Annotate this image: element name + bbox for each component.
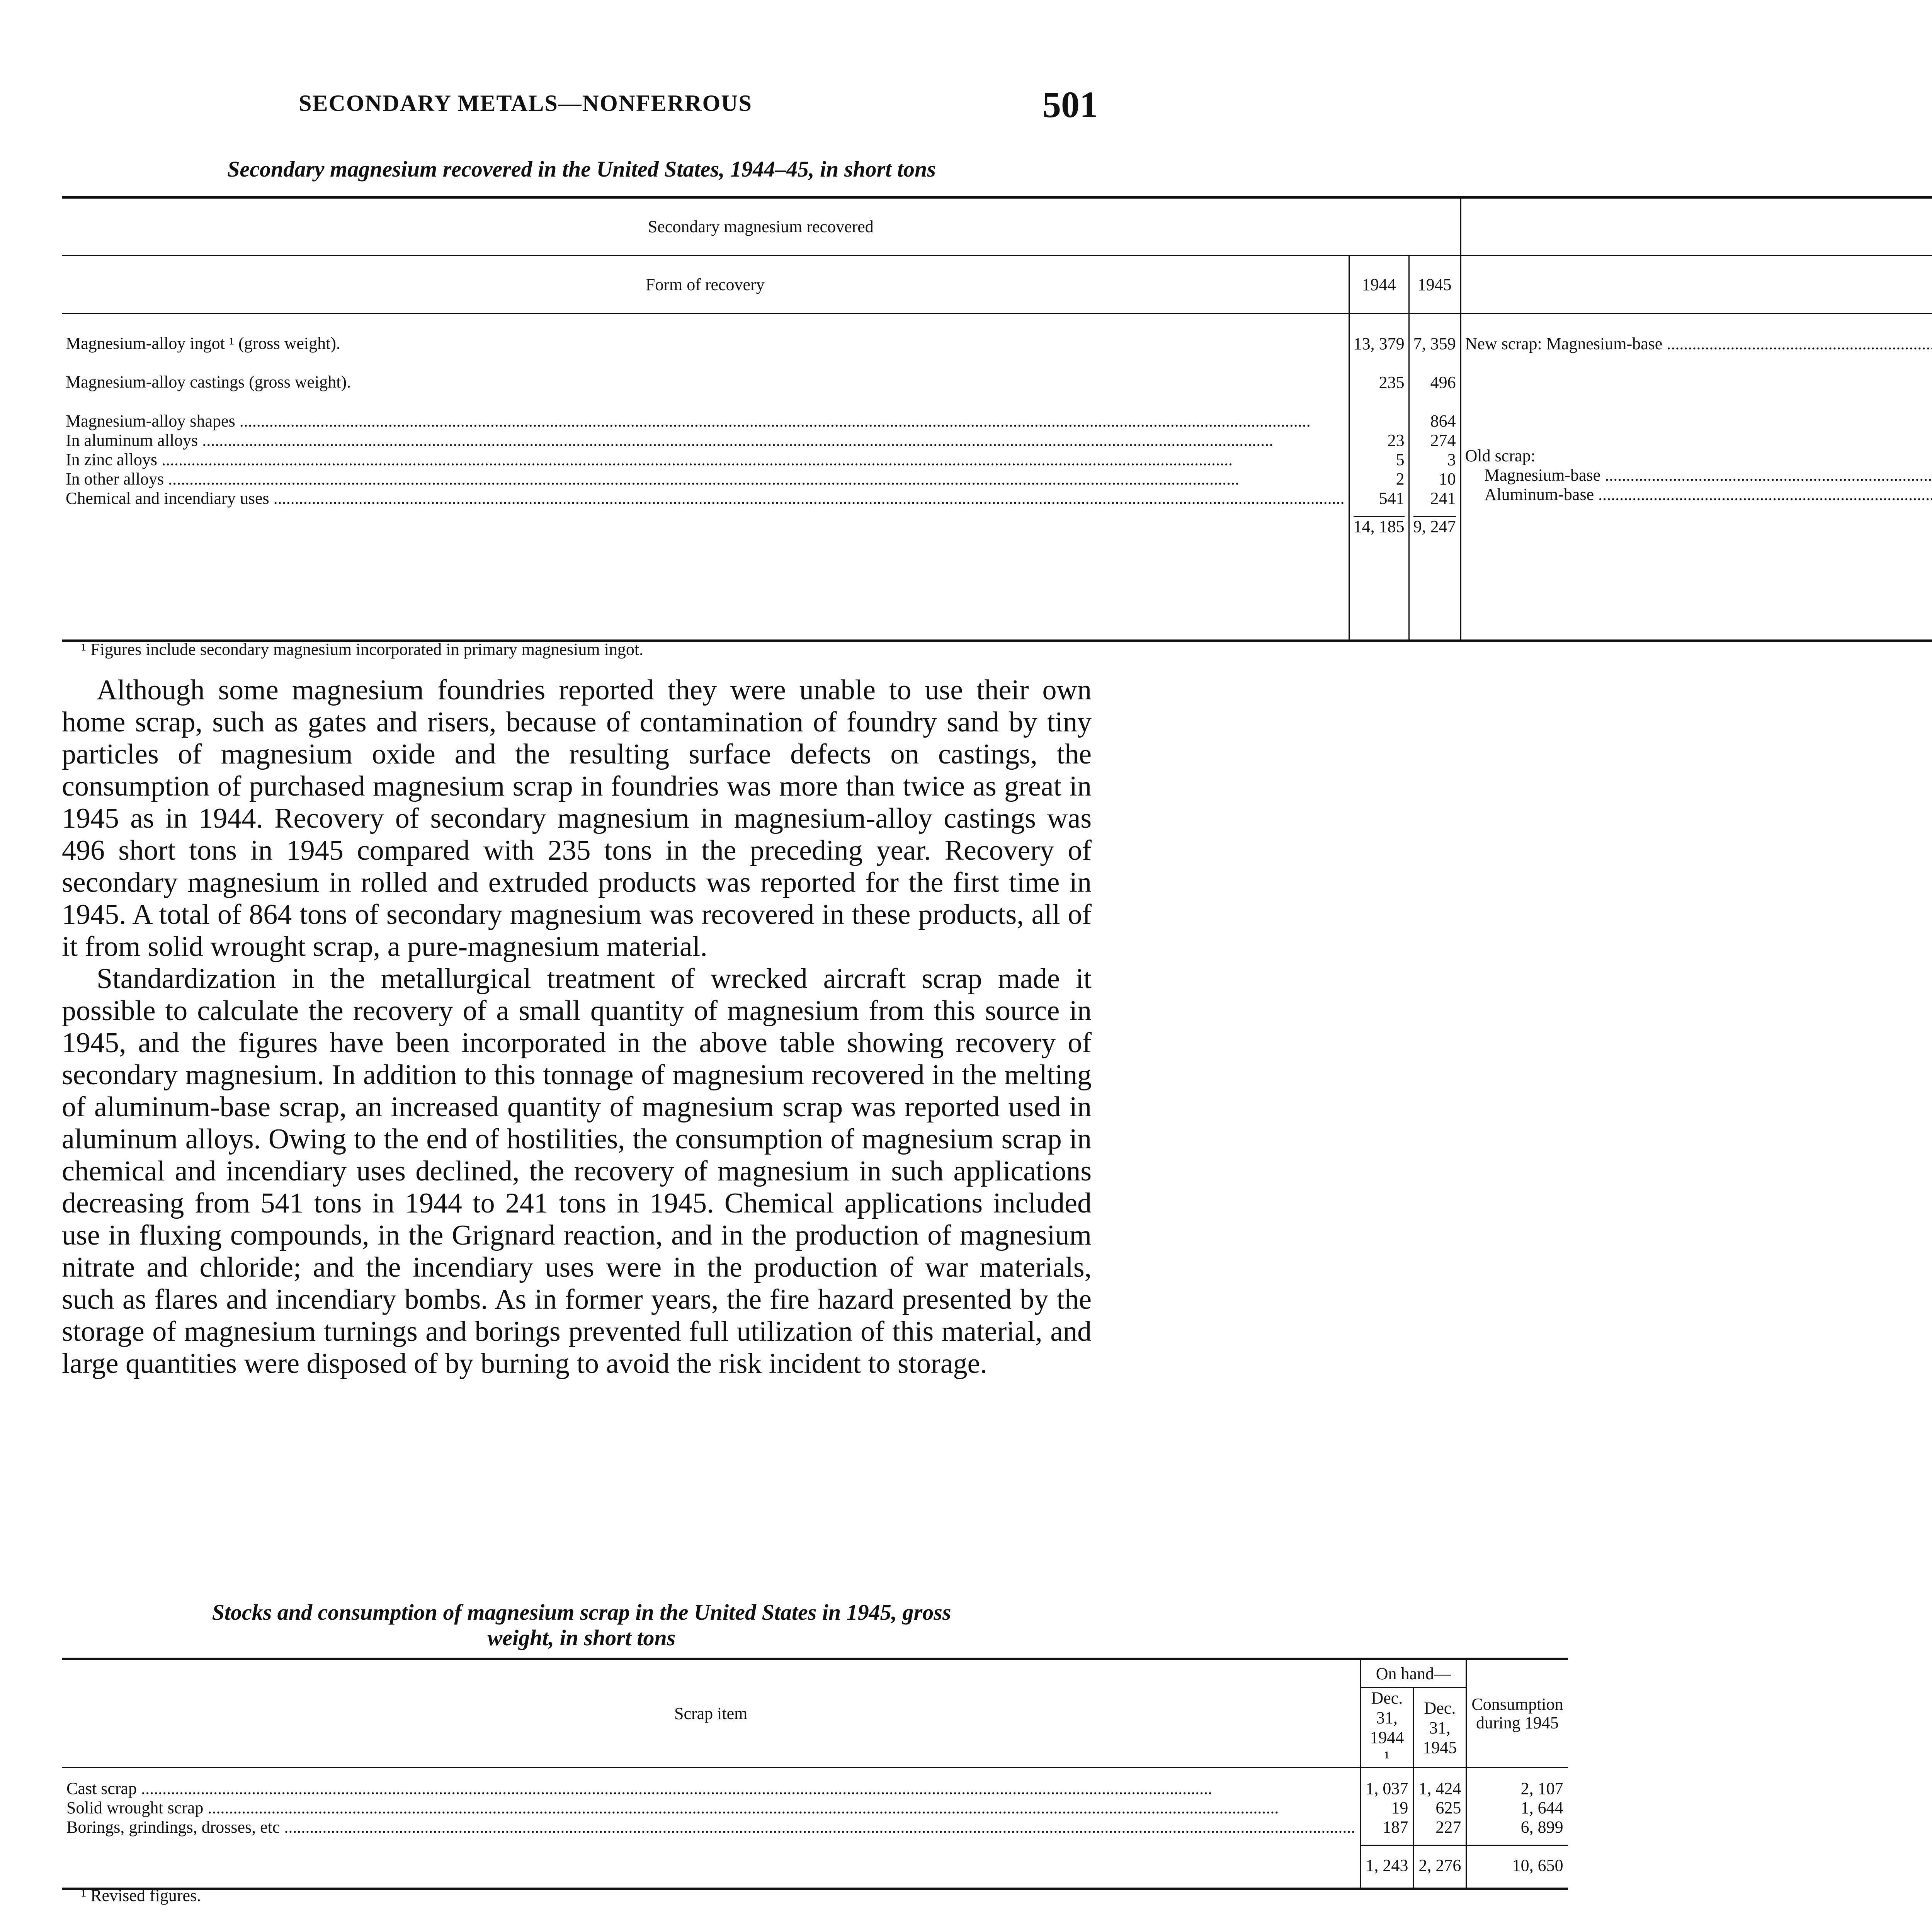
left-group-header: Secondary magnesium recovered	[62, 197, 1461, 255]
paragraph: Although some magnesium foundries reported they were unable to use their own home scrap, such as gates and risers, because of contamination of foundry sand by tiny particles of magnesium oxide and the resulting surface defects on castings, the consumption of purchased magnesium scrap in foundries was more than twice as great in 1945 as in 1944. Recovery of secondary magnesium in magnesium-alloy castings was 496 short tons in 1945 compared with 235 tons in the preceding year. Recovery of secondary magnesium in rolled and extruded products was reported for the first time in 1945. A total of 864 tons of secondary magnesium was recovered in these products, all of it from solid wrought scrap, a pure-magnesium material.	[62, 674, 1092, 963]
col-on-hand: On hand—	[1361, 1659, 1466, 1688]
running-title: SECONDARY METALS—NONFERROUS	[299, 90, 752, 116]
table-row-label: Magnesium-base .....	[1465, 466, 1932, 485]
body-text	[62, 674, 1092, 1380]
table1-footnote: ¹ Figures include secondary magnesium incorporated in primary magnesium ingot.	[81, 640, 644, 659]
table-row-label: In zinc alloys .....	[66, 450, 1345, 469]
table-cell: 227	[1435, 1818, 1461, 1837]
left-total-1945: 9, 247	[1413, 516, 1456, 536]
table2-caption-line: weight, in short tons	[487, 1625, 676, 1650]
table-cell: 2	[1396, 469, 1405, 488]
table-cell: 3	[1447, 450, 1456, 469]
table-cell	[1354, 412, 1405, 431]
table-row-label: Borings, grindings, drosses, etc .....	[66, 1818, 1355, 1837]
table-cell: 864	[1430, 411, 1456, 430]
table-cell: 1, 037	[1366, 1779, 1408, 1798]
table-cell: 187	[1383, 1818, 1408, 1837]
table-row-label: Chemical and incendiary uses .....	[66, 489, 1345, 508]
col-kind-of-scrap	[1461, 255, 1932, 313]
table-row-label: Magnesium-alloy ingot ¹ (gross weight).	[66, 333, 340, 353]
total-dec-1945: 2, 276	[1413, 1845, 1466, 1889]
table-cell: 1, 644	[1520, 1798, 1563, 1817]
col-left-1945: 1945	[1409, 255, 1461, 313]
table-magnesium-scrap-stocks	[62, 1658, 1568, 1890]
table-cell: 274	[1430, 430, 1456, 450]
consumption-cells	[1466, 1768, 1568, 1845]
table-cell: 7, 359	[1413, 334, 1456, 353]
recovery-form-cells	[62, 313, 1349, 641]
table-cell: 235	[1379, 372, 1405, 392]
table-row-label: New scrap: Magnesium-base .....	[1465, 334, 1932, 354]
table2-footnote: ¹ Revised figures.	[81, 1886, 201, 1905]
dec-1945-cells	[1413, 1768, 1466, 1845]
total-dec-1944: 1, 243	[1361, 1845, 1413, 1889]
table-cell: 541	[1379, 488, 1405, 508]
scrap-item-cells	[62, 1768, 1361, 1845]
col-left-1944: 1944	[1349, 255, 1409, 313]
table-row-label: In aluminum alloys .....	[66, 431, 1345, 450]
right-group-header	[1461, 197, 1932, 255]
table2-caption-line: Stocks and consumption of magnesium scrap in the United States in 1945, gross	[212, 1600, 951, 1625]
col-dec-1945: Dec. 31, 1945	[1413, 1688, 1466, 1768]
table1-caption: Secondary magnesium recovered in the United States, 1944–45, in short tons	[227, 156, 936, 182]
dec-1944-cells	[1361, 1768, 1413, 1845]
table-row-label: Cast scrap .....	[66, 1779, 1355, 1798]
paragraph: Standardization in the metallurgical treatment of wrecked aircraft scrap made it possible to calculate the recovery of a small quantity of magnesium from this source in 1945, and the figures have been incorporated in the above table showing recovery of secondary magnesium. In addition to this tonnage of magnesium recovered in the melting of aluminum-base scrap, an increased quantity of magnesium scrap was reported used in aluminum alloys. Owing to the end of hostilities, the consumption of magnesium scrap in chemical and incendiary uses declined, the recovery of magnesium in such applications decreasing from 541 tons in 1944 to 241 tons in 1945. Chemical applications included use in fluxing compounds, in the Grignard reaction, and in the production of magnesium nitrate and chloride; and the incendiary uses were in the production of war materials, such as flares and incendiary bombs. As in former years, the fire hazard presented by the storage of magnesium turnings and borings prevented full utilization of this material, and large quantities were disposed of by burning to avoid the risk incident to storage.	[62, 963, 1092, 1379]
left-1944-cells	[1349, 313, 1409, 641]
left-1945-cells	[1409, 313, 1461, 641]
table-cell: 625	[1435, 1798, 1461, 1817]
running-header	[0, 83, 1251, 129]
table-row-label: Old scrap:	[1465, 446, 1536, 465]
table-cell: 19	[1391, 1798, 1408, 1817]
total-consumption: 10, 650	[1466, 1845, 1568, 1889]
table-cell: 10	[1439, 469, 1456, 488]
col-consumption: Consumption during 1945	[1466, 1659, 1568, 1768]
table-cell: 13, 379	[1353, 334, 1405, 353]
table-row-label: Solid wrought scrap .....	[66, 1798, 1355, 1818]
table-row-label: Magnesium-alloy castings (gross weight).	[66, 372, 351, 391]
left-total-1944: 14, 185	[1354, 516, 1405, 536]
table-cell: 496	[1430, 372, 1456, 392]
col-form-of-recovery: Form of recovery	[645, 275, 765, 294]
col-scrap-item: Scrap item	[62, 1659, 1361, 1768]
table-cell: 6, 899	[1520, 1818, 1563, 1837]
table2-caption	[64, 1600, 1099, 1651]
table-cell: 241	[1430, 488, 1456, 508]
table-row-label: Aluminum-base .....	[1465, 485, 1932, 504]
col-dec-1944: Dec. 31, 1944 ¹	[1361, 1688, 1413, 1768]
table-cell: 5	[1396, 450, 1405, 469]
page-number: 501	[1043, 84, 1098, 125]
table-cell: 23	[1387, 430, 1405, 450]
table-cell: 1, 424	[1418, 1779, 1461, 1798]
table-secondary-magnesium	[62, 196, 1932, 642]
table-cell: 2, 107	[1520, 1779, 1563, 1798]
total-row-spacer	[62, 1845, 1361, 1889]
scrap-kind-cells	[1461, 313, 1932, 641]
table-row-label: Magnesium-alloy shapes .....	[66, 412, 1345, 431]
table-row-label: In other alloys .....	[66, 469, 1345, 489]
